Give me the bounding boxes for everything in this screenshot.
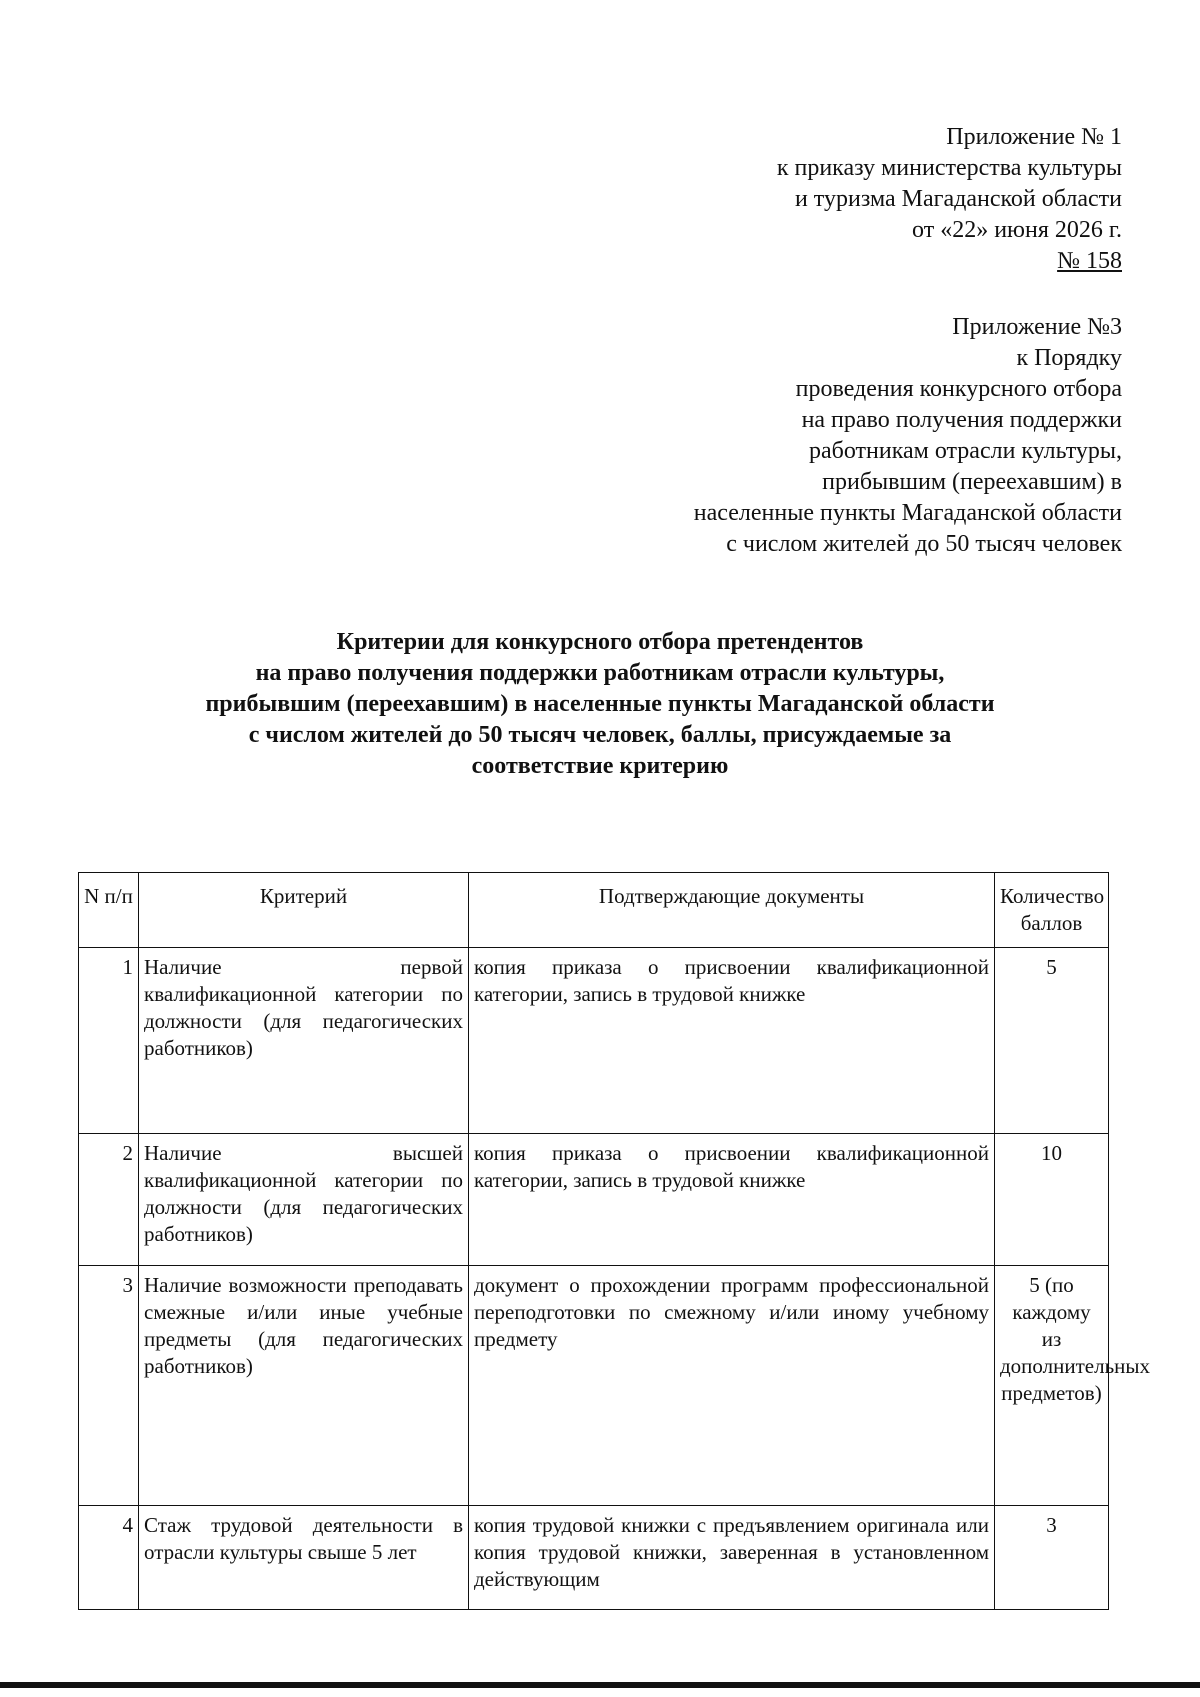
title-line: прибывшим (переехавшим) в населенные пункты Магаданской области — [205, 691, 995, 717]
row-num: 4 — [79, 1506, 139, 1610]
row-criterion: Наличие возможности преподавать смежные и/или иные учебные предметы (для педагогических работников) — [139, 1266, 469, 1506]
appendix-1-date: от «22» июня 2026 г. — [912, 217, 1122, 243]
row-criterion: Наличие первой квалификационной категории по должности (для педагогических работников) — [139, 948, 469, 1134]
row-documents: копия трудовой книжки с предъявлением оригинала или копия трудовой книжки, заверенная в установленном действующим — [469, 1506, 995, 1610]
table-row — [79, 1134, 1109, 1266]
header-num: N п/п — [79, 873, 139, 948]
title-line: на право получения поддержки работникам отрасли культуры, — [255, 660, 945, 686]
row-points: 5 (по каждому из дополнительных предметов) — [995, 1266, 1109, 1506]
title-line: с числом жителей до 50 тысяч человек, баллы, присуждаемые за — [248, 722, 952, 748]
criteria-table — [78, 872, 1151, 1610]
appendix-1-order-number: № 158 — [1057, 248, 1122, 274]
appendix-3-line: проведения конкурсного отбора — [795, 376, 1122, 402]
appendix-3-line: к Порядку — [1016, 345, 1122, 371]
table-row — [79, 1266, 1109, 1506]
row-documents: документ о прохождении программ профессиональной переподготовки по смежному и/или иному учебному предмету — [469, 1266, 995, 1506]
row-num: 3 — [79, 1266, 139, 1506]
title-line: соответствие критерию — [471, 753, 729, 779]
header-criterion: Критерий — [139, 873, 469, 948]
title-line: Критерии для конкурсного отбора претендентов — [336, 629, 864, 655]
appendix-1-line: и туризма Магаданской области — [794, 186, 1122, 212]
header-documents: Подтверждающие документы — [469, 873, 995, 948]
appendix-1-line: Приложение № 1 — [946, 124, 1122, 150]
table-row — [79, 948, 1109, 1134]
bottom-page-rule — [0, 1682, 1200, 1688]
appendix-3-header — [694, 312, 1122, 560]
row-points: 3 — [995, 1506, 1109, 1610]
row-points: 10 — [995, 1134, 1109, 1266]
appendix-3-line: Приложение №3 — [952, 314, 1122, 340]
row-num: 1 — [79, 948, 139, 1134]
table-header-row — [79, 873, 1109, 948]
appendix-3-line: с числом жителей до 50 тысяч человек — [726, 531, 1122, 557]
appendix-3-line: работникам отрасли культуры, — [808, 438, 1122, 464]
row-documents: копия приказа о присвоении квалификационной категории, запись в трудовой книжке — [469, 948, 995, 1134]
appendix-1-line: к приказу министерства культуры — [776, 155, 1122, 181]
appendix-3-line: на право получения поддержки — [801, 407, 1122, 433]
row-documents: копия приказа о присвоении квалификационной категории, запись в трудовой книжке — [469, 1134, 995, 1266]
appendix-1-header — [777, 122, 1122, 277]
row-points: 5 — [995, 948, 1109, 1134]
row-num: 2 — [79, 1134, 139, 1266]
row-criterion: Стаж трудовой деятельности в отрасли культуры свыше 5 лет — [139, 1506, 469, 1610]
document-title — [100, 627, 1100, 782]
appendix-3-line: прибывшим (переехавшим) в — [822, 469, 1122, 495]
appendix-3-line: населенные пункты Магаданской области — [693, 500, 1122, 526]
table-row — [79, 1506, 1109, 1610]
header-points: Количество баллов — [995, 873, 1109, 948]
row-criterion: Наличие высшей квалификационной категории по должности (для педагогических работников) — [139, 1134, 469, 1266]
